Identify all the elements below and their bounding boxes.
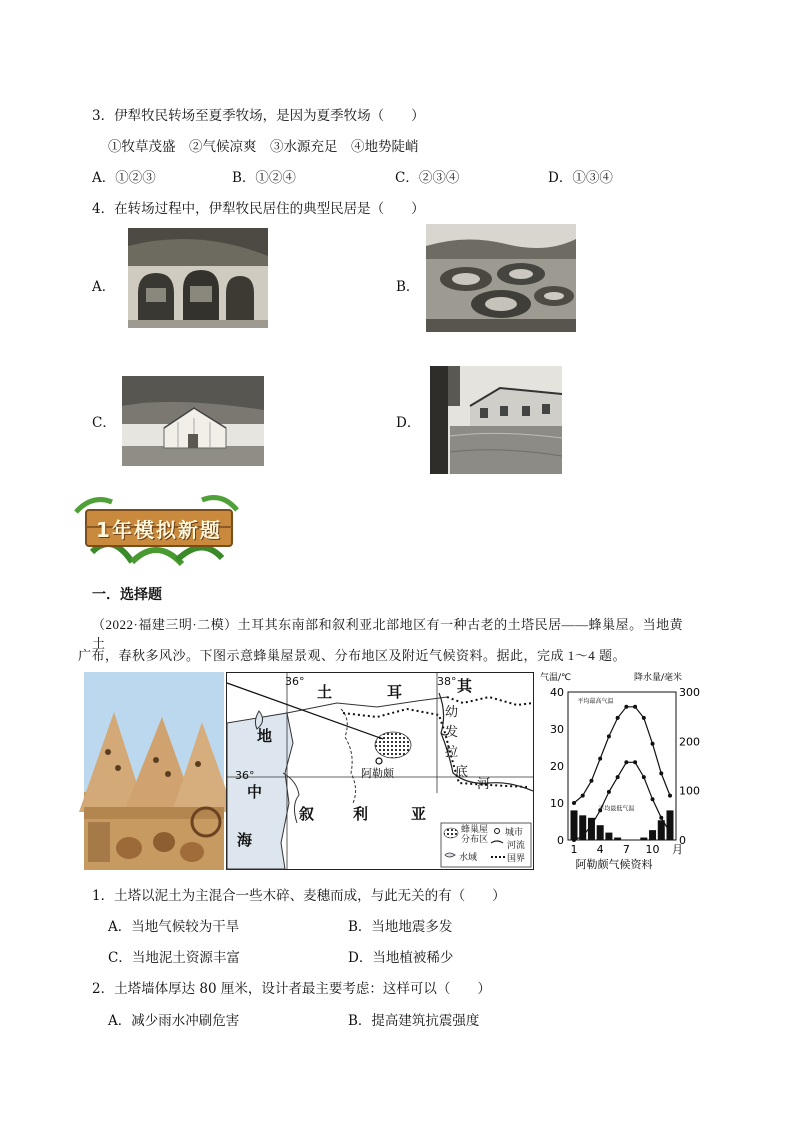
min-temp-point bbox=[642, 775, 646, 779]
syria-char-1: 叙 bbox=[299, 805, 315, 823]
min-temp-point bbox=[581, 834, 585, 838]
q3-option-c[interactable]: C．②③④ bbox=[395, 170, 460, 186]
max-temp-point bbox=[642, 716, 646, 720]
q1-option-a[interactable]: A．当地气候较为干旱 bbox=[108, 919, 240, 935]
min-temp-line bbox=[574, 762, 670, 840]
river-char-4: 底 bbox=[455, 765, 469, 780]
max-temp-point bbox=[589, 779, 593, 783]
precip-bar bbox=[614, 838, 621, 840]
river-char-1: 幼 bbox=[445, 705, 459, 720]
precip-bar bbox=[667, 810, 674, 840]
q2-option-b[interactable]: B．提高建筑抗震强度 bbox=[348, 1013, 480, 1029]
max-temp-point bbox=[607, 734, 611, 738]
q3-items: ①牧草茂盛 ②气候凉爽 ③水源充足 ④地势陡峭 bbox=[108, 139, 419, 155]
sea-char-3: 海 bbox=[237, 831, 253, 849]
left-tick-label: 20 bbox=[550, 760, 564, 773]
min-temp-point bbox=[589, 823, 593, 827]
min-temp-point bbox=[668, 831, 672, 835]
left-tick-label: 10 bbox=[550, 797, 564, 810]
precip-bar bbox=[605, 833, 612, 840]
min-temp-point bbox=[624, 760, 628, 764]
q4-option-d[interactable]: D． bbox=[396, 415, 421, 431]
lat-36-label: 36° bbox=[235, 769, 255, 782]
min-temp-point bbox=[651, 797, 655, 801]
sea-char-1: 地 bbox=[257, 727, 273, 745]
river-char-3: 拉 bbox=[445, 745, 459, 760]
x-tick-label: 10 bbox=[645, 843, 660, 856]
q3-option-b[interactable]: B．①②④ bbox=[232, 170, 296, 186]
q4-option-a[interactable]: A． bbox=[92, 279, 116, 295]
lon-36-label: 36° bbox=[285, 675, 305, 688]
precip-bar bbox=[597, 825, 604, 840]
max-temp-point bbox=[581, 794, 585, 798]
precip-bar bbox=[649, 830, 656, 840]
min-temp-point bbox=[572, 838, 576, 842]
banner-text: 1年模拟新题 bbox=[96, 518, 222, 542]
right-tick-label: 200 bbox=[679, 735, 700, 749]
min-temp-point bbox=[659, 816, 663, 820]
river-char-2: 发 bbox=[445, 725, 459, 740]
right-axis-label: 降水量/毫米 bbox=[634, 673, 683, 683]
min-temp-series-label: 平均最低气温 bbox=[598, 805, 635, 813]
precip-bar bbox=[658, 820, 665, 840]
max-temp-series-label: 平均最高气温 bbox=[577, 698, 614, 706]
q3-option-d[interactable]: D．①③④ bbox=[548, 170, 613, 186]
q2-stem: 2．土塔墙体厚达 80 厘米，设计者最主要考虑：这样可以（ ） bbox=[92, 981, 491, 997]
x-tick-label: 1 bbox=[570, 843, 578, 856]
max-temp-point bbox=[633, 705, 637, 709]
min-temp-point bbox=[616, 775, 620, 779]
lon-38-label: 38° bbox=[437, 675, 457, 688]
water-town-photo bbox=[430, 366, 562, 474]
chart-title: 阿勒颇气候资料 bbox=[575, 858, 653, 871]
q4-option-c[interactable]: C． bbox=[92, 415, 116, 431]
intro-line-2: 广布，春秋多风沙。下图示意蜂巢屋景观、分布地区及附近气候资料。据此，完成 1～4 题。 bbox=[78, 648, 627, 663]
right-tick-label: 100 bbox=[679, 784, 700, 798]
legend-water: 水域 bbox=[459, 853, 478, 863]
max-temp-point bbox=[572, 801, 576, 805]
q4-stem: 4．在转场过程中，伊犁牧民居住的典型民居是（ ） bbox=[92, 201, 425, 217]
min-temp-point bbox=[633, 760, 637, 764]
river-char-5: 河 bbox=[477, 777, 491, 792]
legend-river: 河流 bbox=[507, 841, 526, 851]
left-axis-label: 气温/℃ bbox=[540, 673, 572, 683]
syria-char-2: 利 bbox=[353, 805, 369, 823]
turkey-char-2: 耳 bbox=[387, 683, 403, 701]
left-tick-label: 30 bbox=[550, 723, 564, 736]
max-temp-point bbox=[659, 771, 663, 775]
tulou-photo bbox=[426, 224, 576, 332]
x-tick-label: 4 bbox=[596, 843, 604, 856]
distribution-map bbox=[226, 672, 534, 870]
climate-chart bbox=[538, 670, 700, 874]
right-tick-label: 300 bbox=[679, 686, 700, 699]
max-temp-line bbox=[574, 707, 670, 803]
syria-char-3: 亚 bbox=[411, 805, 427, 823]
q2-option-a[interactable]: A．减少雨水冲刷危害 bbox=[108, 1013, 240, 1029]
max-temp-point bbox=[668, 794, 672, 798]
legend-city: 城市 bbox=[505, 828, 524, 838]
x-axis-label: 月 bbox=[672, 843, 683, 856]
min-temp-point bbox=[607, 790, 611, 794]
precip-bar bbox=[571, 810, 578, 840]
section-title: 一．选择题 bbox=[92, 587, 162, 603]
left-tick-label: 0 bbox=[557, 834, 564, 847]
x-tick-label: 7 bbox=[622, 843, 630, 856]
yurt-photo bbox=[122, 376, 264, 466]
cave-dwelling-photo bbox=[128, 228, 268, 328]
q1-stem: 1．土塔以泥土为主混合一些木碎、麦穗而成，与此无关的有（ ） bbox=[92, 888, 506, 904]
q3-stem: 3．伊犁牧民转场至夏季牧场，是因为夏季牧场（ ） bbox=[92, 108, 425, 124]
city-marker bbox=[376, 758, 382, 764]
city-label: 阿勒颇 bbox=[361, 767, 394, 780]
legend-distribution: 蜂巢屋分布区 bbox=[461, 825, 489, 845]
beehive-house-photo bbox=[84, 672, 224, 870]
q1-option-c[interactable]: C．当地泥土资源丰富 bbox=[108, 950, 240, 966]
turkey-char-1: 土 bbox=[317, 683, 333, 701]
sea-char-2: 中 bbox=[247, 783, 263, 801]
q1-option-d[interactable]: D．当地植被稀少 bbox=[348, 950, 454, 966]
max-temp-point bbox=[616, 716, 620, 720]
precip-bar bbox=[640, 838, 647, 840]
intro-line-1: （2022·福建三明·二模）土耳其东南部和叙利亚北部地区有一种古老的土塔民居——蜂巢屋。当地黄土 bbox=[92, 617, 684, 651]
max-temp-point bbox=[651, 742, 655, 746]
left-tick-label: 40 bbox=[550, 686, 564, 699]
q3-option-a[interactable]: A．①②③ bbox=[92, 170, 156, 186]
turkey-char-3: 其 bbox=[457, 677, 473, 695]
mock-question-banner bbox=[72, 492, 240, 568]
legend-border: 国界 bbox=[507, 854, 526, 864]
right-tick-label: 0 bbox=[679, 834, 686, 847]
max-temp-point bbox=[598, 757, 602, 761]
q4-option-b[interactable]: B． bbox=[396, 279, 420, 295]
max-temp-point bbox=[624, 705, 628, 709]
q1-option-b[interactable]: B．当地地震多发 bbox=[348, 919, 453, 935]
